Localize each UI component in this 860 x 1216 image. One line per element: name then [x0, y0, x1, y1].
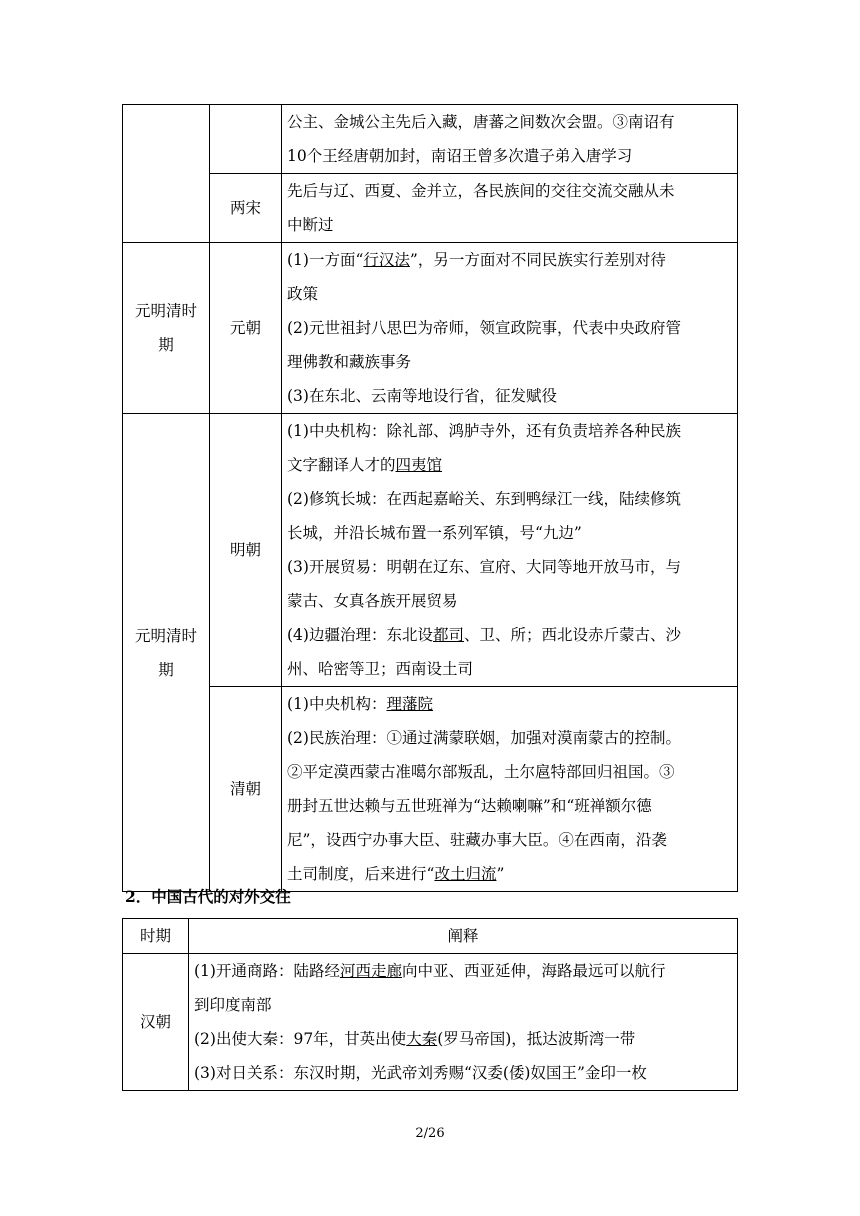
section-title: 2．中国古代的对外交往 — [125, 887, 291, 906]
underlined-term: 都司 — [432, 626, 464, 644]
underlined-term: 四夷馆 — [395, 456, 443, 474]
text-line — [287, 857, 732, 891]
dynasty-cell: 两宋 — [210, 174, 282, 243]
text-line: 理佛教和藏族事务 — [287, 353, 412, 371]
table-header-row — [123, 919, 738, 954]
underlined-term: 理藩院 — [386, 695, 433, 713]
text-line — [287, 618, 732, 652]
text-fragment: 文字翻译人才的 — [287, 456, 396, 474]
text-line: (3)对日关系：东汉时期，光武帝刘秀赐“汉委(倭)奴国王”金印一枚 — [194, 1064, 647, 1082]
text-fragment: (1)开通商路：陆路经 — [194, 962, 340, 980]
foreign-relations-table — [122, 918, 738, 1091]
text-line: 公主、金城公主先后入藏，唐蕃之间数次会盟。③南诏有 — [287, 113, 675, 131]
text-line: 到印度南部 — [194, 996, 272, 1014]
underlined-term: 河西走廊 — [339, 962, 402, 980]
dynasty-cell: 清朝 — [210, 687, 282, 892]
description-cell — [189, 954, 738, 1091]
text-line: 政策 — [287, 285, 319, 303]
text-line: 中断过 — [287, 216, 334, 234]
table-row — [123, 414, 738, 687]
text-fragment: (2)出使大秦：97年，甘英出使 — [194, 1030, 407, 1048]
text-line: (2)民族治理：①通过满蒙联姻，加强对漠南蒙古的控制。 — [287, 729, 681, 747]
text-line: (1)中央机构：除礼部、鸿胪寺外，还有负责培养各种民族 — [287, 422, 681, 440]
text-line: (2)元世祖封八思巴为帝师，领宣政院事，代表中央政府管 — [287, 319, 681, 337]
period-cell — [123, 105, 210, 243]
description-cell — [282, 243, 738, 414]
period-text: 期 — [158, 660, 174, 679]
text-fragment: (罗马帝国)，抵达波斯湾一带 — [437, 1030, 636, 1048]
dynasty-cell — [210, 105, 282, 174]
text-fragment: 向中亚、西亚延伸，海路最远可以航行 — [401, 962, 666, 980]
table-row — [123, 954, 738, 1091]
text-fragment: ” — [496, 865, 505, 883]
period-text: 期 — [158, 336, 174, 354]
text-line: ②平定漠西蒙古准噶尔部叛乱，土尔扈特部回归祖国。③ — [287, 763, 675, 781]
text-line: (3)开展贸易：明朝在辽东、宣府、大同等地开放马市，与 — [287, 558, 681, 576]
text-line — [194, 954, 732, 988]
text-line — [194, 1022, 732, 1056]
header-period: 时期 — [123, 919, 189, 954]
text-fragment: 土司制度，后来进行“ — [287, 865, 435, 883]
text-line — [287, 243, 732, 277]
text-fragment: (1)中央机构： — [287, 695, 387, 713]
description-cell — [282, 414, 738, 687]
text-line: (2)修筑长城：在西起嘉峪关、东到鸭绿江一线，陆续修筑 — [287, 490, 681, 508]
description-cell — [282, 174, 738, 243]
text-line: 长城，并沿长城布置一系列军镇，号“九边” — [287, 524, 582, 542]
underlined-term: 行汉法 — [363, 251, 410, 269]
underlined-term: 改土归流 — [434, 865, 497, 883]
table-row — [123, 687, 738, 892]
dynasty-cell: 明朝 — [210, 414, 282, 687]
text-line: (3)在东北、云南等地设行省，征发赋役 — [287, 387, 557, 405]
period-cell: 汉朝 — [123, 954, 189, 1091]
text-fragment: 、卫、所；西北设赤斤蒙古、沙 — [463, 626, 681, 644]
text-fragment: ”，另一方面对不同民族实行差别对待 — [409, 251, 666, 269]
text-line: 蒙古、女真各族开展贸易 — [287, 592, 458, 610]
underlined-term: 大秦 — [406, 1030, 438, 1048]
period-text: 元明清时 — [134, 302, 197, 320]
ethnic-relations-table — [122, 104, 738, 892]
table-row — [123, 243, 738, 414]
dynasty-cell: 元朝 — [210, 243, 282, 414]
table-row — [123, 105, 738, 174]
period-text: 元明清时 — [134, 626, 197, 645]
header-description: 阐释 — [189, 919, 738, 954]
text-line: 州、哈密等卫；西南设土司 — [287, 660, 474, 678]
text-line: 尼”，设西宁办事大臣、驻藏办事大臣。④在西南，沿袭 — [287, 831, 667, 849]
text-fragment: (1)一方面“ — [287, 251, 364, 269]
text-line — [287, 687, 732, 721]
description-cell — [282, 105, 738, 174]
text-line: 10个王经唐朝加封，南诏王曾多次遣子弟入唐学习 — [287, 147, 633, 165]
table-row — [123, 174, 738, 243]
page-number: 2/26 — [415, 1126, 445, 1141]
text-fragment: (4)边疆治理：东北设 — [287, 626, 433, 644]
text-line: 先后与辽、西夏、金并立，各民族间的交往交流交融从未 — [287, 182, 675, 200]
period-cell — [123, 414, 210, 892]
text-line: 册封五世达赖与五世班禅为“达赖喇嘛”和“班禅额尔德 — [287, 797, 652, 815]
period-cell — [123, 243, 210, 414]
text-line — [287, 448, 732, 482]
description-cell — [282, 687, 738, 892]
